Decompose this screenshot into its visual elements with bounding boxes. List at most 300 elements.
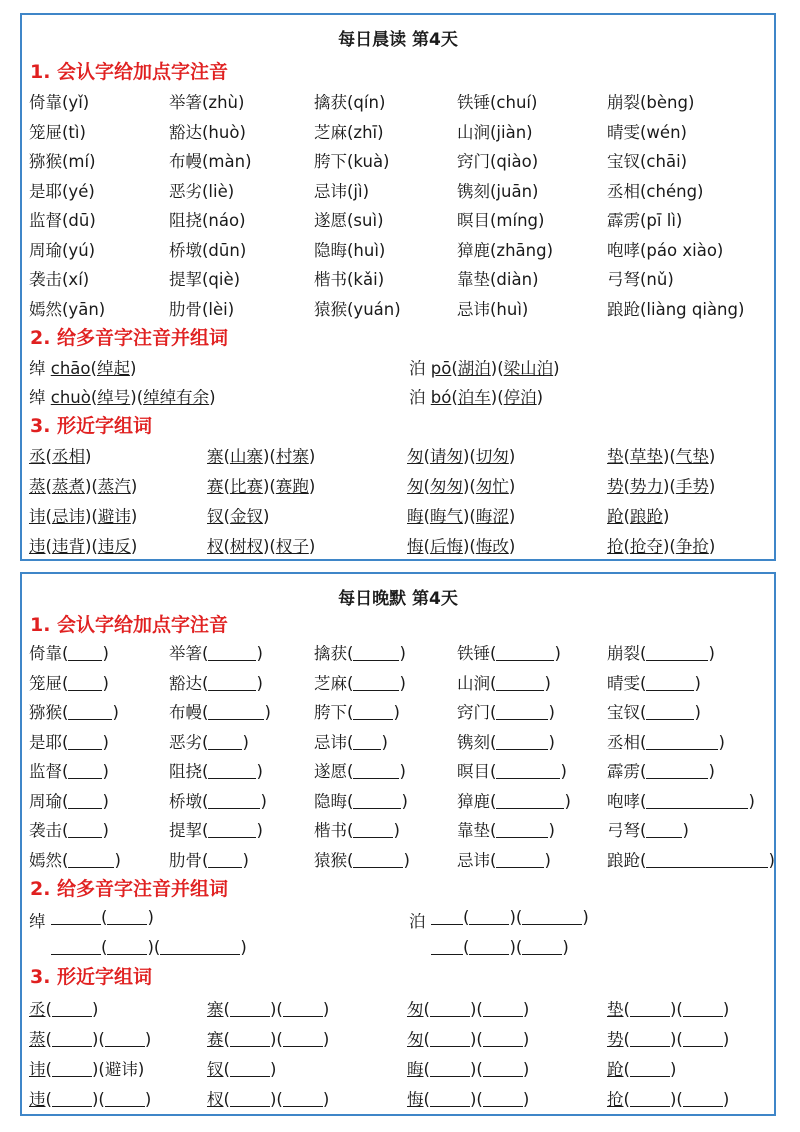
blank-word: 倚靠 — [29, 644, 62, 663]
answer-blank[interactable] — [208, 792, 260, 809]
similar-blank-item[interactable]: 晦( )( ) — [407, 1060, 530, 1079]
polyphone-char: 绰 — [29, 912, 46, 931]
similar-blank-item[interactable]: 杈( )( ) — [207, 1090, 330, 1109]
pinyin-item: 恶劣(liè) — [169, 181, 235, 201]
blank-word: 肋骨 — [169, 850, 202, 870]
similar-word: 违反 — [97, 537, 131, 556]
answer-blank[interactable] — [68, 674, 102, 691]
similar-blank-item[interactable]: 抢( )( ) — [607, 1090, 730, 1109]
answer-blank[interactable] — [496, 674, 544, 691]
pinyin-item: 周瑜(yú) — [29, 240, 96, 260]
evening-sec3-heading: 3. 形近字组词 — [30, 966, 153, 988]
similar-blank-item[interactable]: 匆( )( ) — [407, 1030, 530, 1049]
blank-item[interactable]: 踉跄( ) — [607, 850, 775, 870]
similar-item: 匆(请匆)(切匆) — [407, 447, 516, 466]
polyphone-item: 绰 chāo(绰起) — [29, 359, 137, 378]
similar-blank-row — [29, 996, 770, 1022]
answer-blank[interactable] — [68, 762, 102, 779]
similar-char: 匆 — [407, 447, 424, 466]
pinyin-item: 窍门(qiào) — [457, 152, 539, 171]
polyphone-word: 绰绰有余 — [143, 388, 210, 407]
answer-blank[interactable] — [496, 733, 548, 750]
answer-blank[interactable] — [353, 762, 399, 779]
polyphone-blanks[interactable]: ( ) — [51, 908, 154, 927]
similar-word: 村寨 — [275, 447, 309, 466]
blank-word: 丞相 — [607, 732, 640, 752]
similar-char: 讳 — [29, 507, 46, 526]
blank-word: 布幔 — [169, 703, 202, 722]
similar-word: 匆匆 — [429, 477, 463, 496]
similar-word: 晦气 — [429, 507, 463, 526]
pinyin-item: 晴雯(wén) — [607, 122, 687, 142]
answer-blank[interactable] — [68, 851, 114, 868]
blank-item[interactable]: 山涧( ) — [457, 673, 551, 693]
blank-row — [29, 758, 770, 784]
blank-word: 咆哮 — [607, 791, 640, 811]
pinyin-item: 桥墩(dūn) — [169, 240, 247, 260]
pinyin-item: 宝钗(chāi) — [607, 152, 688, 171]
polyphone-pinyin: chuò — [50, 388, 91, 407]
blank-item[interactable]: 桥墩( ) — [169, 791, 267, 811]
answer-blank[interactable] — [353, 792, 401, 809]
polyphone-word: 绰号 — [97, 388, 131, 407]
pinyin-item: 嫣然(yān) — [29, 299, 106, 319]
pinyin-item: 芝麻(zhī) — [314, 122, 384, 142]
polyphone-char: 泊 — [409, 359, 426, 378]
similar-blank-item[interactable]: 势( )( ) — [607, 1030, 730, 1049]
answer-blank[interactable] — [52, 1030, 92, 1047]
answer-blank[interactable] — [683, 1090, 723, 1107]
answer-blank[interactable] — [430, 1060, 470, 1077]
pinyin-item: 袭击(xí) — [29, 270, 90, 289]
answer-blank[interactable] — [483, 1030, 523, 1047]
blank-item[interactable]: 暝目( ) — [457, 762, 567, 781]
blank-word: 周瑜 — [29, 791, 62, 811]
similar-blank-item[interactable]: 讳( )(避讳) — [29, 1060, 145, 1079]
similar-word: 悔改 — [475, 537, 509, 556]
answer-blank[interactable] — [105, 1030, 145, 1047]
answer-blank[interactable] — [483, 1000, 523, 1017]
blank-item[interactable]: 芝麻( ) — [314, 673, 406, 693]
answer-blank[interactable] — [68, 703, 112, 720]
blank-row — [29, 729, 770, 755]
answer-blank[interactable] — [496, 821, 548, 838]
blank-item[interactable]: 弓弩( ) — [607, 821, 689, 840]
morning-sec1-heading: 1. 会认字给加点字注音 — [30, 61, 229, 83]
similar-word: 赛跑 — [275, 477, 309, 496]
pinyin-row — [29, 89, 770, 115]
polyphone-blanks[interactable]: ( )( ) — [431, 908, 589, 927]
answer-blank[interactable] — [68, 792, 102, 809]
blank-word: 是耶 — [29, 732, 62, 752]
answer-blank[interactable] — [68, 644, 102, 661]
similar-word: 请匆 — [429, 447, 463, 466]
answer-blank[interactable] — [283, 1000, 323, 1017]
answer-blank[interactable] — [230, 1060, 270, 1077]
answer-blank[interactable] — [230, 1000, 270, 1017]
similar-char: 杈 — [207, 537, 224, 556]
similar-char: 钗 — [207, 507, 224, 526]
pinyin-item: 铁锤(chuí) — [457, 93, 538, 112]
blank-item[interactable]: 獐鹿( ) — [457, 791, 571, 811]
similar-char: 悔 — [407, 1090, 424, 1109]
answer-blank[interactable] — [646, 792, 748, 809]
answer-blank[interactable] — [646, 733, 718, 750]
pinyin-row — [29, 148, 770, 174]
answer-blank[interactable] — [283, 1090, 323, 1107]
blank-row — [29, 699, 770, 725]
blank-word: 芝麻 — [314, 673, 347, 693]
similar-char: 抢 — [607, 537, 624, 556]
polyphone-pinyin: pō — [430, 359, 452, 378]
similar-char: 悔 — [407, 537, 424, 556]
answer-blank[interactable] — [630, 1030, 670, 1047]
answer-blank[interactable] — [208, 733, 242, 750]
answer-blank[interactable] — [646, 674, 694, 691]
answer-blank[interactable] — [683, 1000, 723, 1017]
blank-row — [29, 817, 770, 843]
hint-word: 避讳 — [104, 1060, 138, 1079]
polyphone-word: 绰起 — [96, 359, 130, 378]
answer-blank[interactable] — [646, 703, 694, 720]
similar-word: 匆忙 — [475, 477, 509, 496]
blank-word: 霹雳 — [607, 762, 640, 781]
evening-dictation-panel — [20, 572, 776, 1116]
polyphone-char: 泊 — [409, 912, 426, 931]
answer-blank[interactable] — [353, 733, 381, 750]
similar-char: 垫 — [607, 447, 624, 466]
answer-blank[interactable] — [68, 733, 102, 750]
blank-item[interactable]: 窍门( ) — [457, 703, 555, 722]
pinyin-item: 楷书(kǎi) — [314, 270, 385, 289]
blank-item[interactable]: 镌刻( ) — [457, 732, 555, 752]
similar-item: 违(违背)(违反) — [29, 537, 138, 556]
pinyin-row — [29, 296, 770, 322]
pinyin-item: 忌讳(jì) — [314, 181, 370, 201]
pinyin-item: 猿猴(yuán) — [314, 299, 401, 319]
answer-blank[interactable] — [646, 821, 682, 838]
similar-word: 蒸煮 — [51, 477, 85, 496]
similar-item: 悔(后悔)(悔改) — [407, 537, 516, 556]
blank-row — [29, 670, 770, 696]
similar-char: 讳 — [29, 1060, 46, 1079]
similar-word: 违背 — [51, 537, 85, 556]
answer-blank[interactable] — [52, 1060, 92, 1077]
similar-word: 忌讳 — [51, 507, 85, 526]
blank-item[interactable]: 忌讳( ) — [457, 850, 551, 870]
answer-blank[interactable] — [496, 762, 560, 779]
answer-blank[interactable] — [496, 703, 548, 720]
blank-item[interactable]: 隐晦( ) — [314, 791, 408, 811]
similar-word: 蒸汽 — [97, 477, 131, 496]
blank-row — [29, 847, 775, 873]
similar-char: 寨 — [207, 447, 224, 466]
answer-blank[interactable] — [208, 762, 256, 779]
blank-item[interactable]: 布幔( ) — [169, 703, 271, 722]
polyphone-word: 梁山泊 — [503, 359, 554, 378]
similar-word: 杈子 — [275, 537, 309, 556]
answer-blank[interactable] — [646, 644, 708, 661]
pinyin-item: 笼屉(tì) — [29, 122, 86, 142]
answer-blank[interactable] — [683, 1030, 723, 1047]
pinyin-row — [29, 266, 770, 292]
blank-item[interactable]: 铁锤( ) — [457, 644, 561, 663]
similar-blank-item[interactable]: 钗( ) — [207, 1060, 277, 1079]
blank-word: 铁锤 — [457, 644, 490, 663]
blank-item[interactable]: 周瑜( ) — [29, 791, 109, 811]
similar-blank-item[interactable]: 丞( ) — [29, 1000, 99, 1019]
similar-char: 垫 — [607, 1000, 624, 1019]
blank-word: 嫣然 — [29, 850, 62, 870]
answer-blank[interactable] — [208, 674, 256, 691]
pinyin-item: 豁达(huò) — [169, 122, 246, 142]
blank-word: 笼屉 — [29, 673, 62, 693]
polyphone-blanks[interactable]: ( )( ) — [51, 938, 247, 957]
pinyin-item: 倚靠(yǐ) — [29, 93, 90, 112]
polyphone-item: 绰 chuò(绰号)(绰绰有余) — [29, 388, 216, 407]
blank-row — [29, 640, 770, 666]
blank-item[interactable]: 提挈( ) — [169, 821, 263, 840]
polyphone-pinyin: chāo — [50, 359, 91, 378]
similar-char: 晦 — [407, 507, 424, 526]
blank-item[interactable]: 靠垫( ) — [457, 821, 555, 840]
similar-item: 杈(树杈)(杈子) — [207, 537, 316, 556]
pinyin-item: 布幔(màn) — [169, 152, 252, 171]
blank-word: 猿猴 — [314, 850, 347, 870]
similar-char: 跄 — [607, 1060, 624, 1079]
similar-char: 跄 — [607, 507, 624, 526]
answer-blank[interactable] — [353, 674, 399, 691]
blank-item[interactable]: 猕猴( ) — [29, 703, 119, 722]
blank-word: 獐鹿 — [457, 791, 490, 811]
evening-polyphone-row — [29, 908, 770, 934]
blank-item[interactable]: 倚靠( ) — [29, 644, 109, 663]
similar-word: 金钗 — [229, 507, 263, 526]
blank-item[interactable]: 宝钗( ) — [607, 703, 701, 722]
evening-sec1-heading: 1. 会认字给加点字注音 — [30, 614, 229, 636]
similar-char: 匆 — [407, 1030, 424, 1049]
answer-blank[interactable] — [283, 1030, 323, 1047]
similar-word: 手势 — [675, 477, 709, 496]
similar-blank-item[interactable]: 违( )( ) — [29, 1090, 152, 1109]
similar-blank-item[interactable]: 垫( )( ) — [607, 1000, 730, 1019]
blank-item[interactable]: 丞相( ) — [607, 732, 725, 752]
answer-blank[interactable] — [230, 1030, 270, 1047]
pinyin-item: 靠垫(diàn) — [457, 270, 539, 289]
blank-word: 提挈 — [169, 821, 202, 840]
blank-item[interactable]: 肋骨( ) — [169, 850, 249, 870]
similar-char: 丞 — [29, 447, 46, 466]
answer-blank[interactable] — [630, 1060, 670, 1077]
pinyin-item: 獐鹿(zhāng) — [457, 240, 554, 260]
similar-char: 抢 — [607, 1090, 624, 1109]
pinyin-item: 咆哮(páo xiào) — [607, 240, 724, 260]
similar-item: 抢(抢夺)(争抢) — [607, 537, 716, 556]
blank-word: 忌讳 — [457, 850, 490, 870]
morning-title: 每日晨读 第4天 — [338, 30, 458, 50]
answer-blank[interactable] — [430, 1030, 470, 1047]
polyphone-blanks[interactable]: ( )( ) — [431, 938, 569, 957]
similar-char: 匆 — [407, 477, 424, 496]
blank-word: 宝钗 — [607, 703, 640, 722]
pinyin-row — [29, 178, 770, 204]
similar-char: 蒸 — [29, 1030, 46, 1049]
blank-item[interactable]: 遂愿( ) — [314, 762, 406, 781]
similar-row — [29, 533, 770, 559]
similar-char: 违 — [29, 1090, 46, 1109]
blank-word: 靠垫 — [457, 821, 490, 840]
polyphone-word: 泊车 — [457, 388, 491, 407]
answer-blank[interactable] — [430, 1090, 470, 1107]
similar-word: 比赛 — [229, 477, 263, 496]
similar-word: 草垫 — [629, 447, 663, 466]
similar-blank-row — [29, 1056, 770, 1082]
blank-item[interactable]: 胯下( ) — [314, 703, 400, 722]
polyphone-word: 湖泊 — [457, 359, 491, 378]
polyphone-row — [29, 355, 770, 381]
similar-item: 匆(匆匆)(匆忙) — [407, 477, 516, 496]
pinyin-row — [29, 119, 770, 145]
blank-word: 举箸 — [169, 644, 202, 663]
answer-blank[interactable] — [496, 792, 564, 809]
answer-blank[interactable] — [630, 1090, 670, 1107]
pinyin-item: 遂愿(suì) — [314, 211, 384, 230]
similar-item: 讳(忌讳)(避讳) — [29, 507, 138, 526]
blank-item[interactable]: 豁达( ) — [169, 673, 263, 693]
morning-reading-panel — [20, 13, 776, 561]
blank-item[interactable]: 咆哮( ) — [607, 791, 755, 811]
pinyin-item: 是耶(yé) — [29, 181, 95, 201]
similar-word: 切匆 — [475, 447, 509, 466]
similar-blank-item[interactable]: 悔( )( ) — [407, 1090, 530, 1109]
answer-blank[interactable] — [483, 1060, 523, 1077]
answer-blank[interactable] — [430, 1000, 470, 1017]
similar-word: 晦涩 — [475, 507, 509, 526]
blank-word: 楷书 — [314, 821, 347, 840]
blank-item[interactable]: 楷书( ) — [314, 821, 400, 840]
answer-blank[interactable] — [208, 644, 256, 661]
similar-blank-item[interactable]: 蒸( )( ) — [29, 1030, 152, 1049]
evening-polyphone-row — [29, 938, 770, 964]
blank-item[interactable]: 恶劣( ) — [169, 732, 249, 752]
blank-item[interactable]: 晴雯( ) — [607, 673, 701, 693]
blank-item[interactable]: 阻挠( ) — [169, 762, 263, 781]
similar-item: 跄(踉跄) — [607, 507, 670, 526]
pinyin-item: 弓弩(nǔ) — [607, 270, 674, 289]
blank-word: 山涧 — [457, 673, 490, 693]
morning-sec2-heading: 2. 给多音字注音并组词 — [30, 327, 229, 349]
similar-char: 势 — [607, 477, 624, 496]
blank-item[interactable]: 是耶( ) — [29, 732, 109, 752]
similar-row — [29, 473, 770, 499]
answer-blank[interactable] — [353, 644, 399, 661]
similar-word: 抢夺 — [629, 537, 663, 556]
answer-blank[interactable] — [208, 821, 256, 838]
pinyin-item: 霹雳(pī lì) — [607, 211, 683, 230]
pinyin-item: 猕猴(mí) — [29, 152, 96, 171]
answer-blank[interactable] — [68, 821, 102, 838]
similar-word: 山寨 — [229, 447, 263, 466]
similar-word: 丞相 — [51, 447, 85, 466]
pinyin-item: 丞相(chéng) — [607, 181, 704, 201]
blank-item[interactable]: 霹雳( ) — [607, 762, 715, 781]
blank-item[interactable]: 嫣然( ) — [29, 850, 121, 870]
answer-blank[interactable] — [208, 703, 264, 720]
blank-word: 弓弩 — [607, 821, 640, 840]
answer-blank[interactable] — [496, 644, 554, 661]
blank-word: 豁达 — [169, 673, 202, 693]
polyphone-item: 泊 bó(泊车)(停泊) — [409, 388, 544, 407]
polyphone-char: 绰 — [29, 359, 46, 378]
polyphone-char: 泊 — [409, 388, 426, 407]
pinyin-item: 阻挠(náo) — [169, 211, 246, 230]
similar-char: 违 — [29, 537, 46, 556]
similar-item: 钗(金钗) — [207, 507, 270, 526]
polyphone-char: 绰 — [29, 388, 46, 407]
pinyin-item: 隐晦(huì) — [314, 240, 386, 260]
similar-char: 钗 — [207, 1060, 224, 1079]
blank-word: 隐晦 — [314, 791, 347, 811]
polyphone-item: 泊 pō(湖泊)(梁山泊) — [409, 359, 560, 378]
similar-blank-item[interactable]: 寨( )( ) — [207, 1000, 330, 1019]
similar-item: 赛(比赛)(赛跑) — [207, 477, 316, 496]
answer-blank[interactable] — [353, 851, 403, 868]
similar-blank-row — [29, 1086, 770, 1112]
answer-blank[interactable] — [483, 1090, 523, 1107]
morning-sec3-heading: 3. 形近字组词 — [30, 415, 153, 437]
blank-item[interactable]: 猿猴( ) — [314, 850, 410, 870]
blank-item[interactable]: 忌讳( ) — [314, 732, 388, 752]
blank-row — [29, 788, 770, 814]
similar-item: 晦(晦气)(晦涩) — [407, 507, 516, 526]
similar-char: 丞 — [29, 1000, 46, 1019]
similar-item: 丞(丞相) — [29, 447, 92, 466]
answer-blank[interactable] — [630, 1000, 670, 1017]
similar-item: 势(势力)(手势) — [607, 477, 716, 496]
answer-blank[interactable] — [646, 851, 768, 868]
pinyin-row — [29, 207, 770, 233]
answer-blank[interactable] — [230, 1090, 270, 1107]
blank-item[interactable]: 笼屉( ) — [29, 673, 109, 693]
answer-blank[interactable] — [353, 821, 393, 838]
blank-item[interactable]: 袭击( ) — [29, 821, 109, 840]
answer-blank[interactable] — [52, 1090, 92, 1107]
blank-item[interactable]: 崩裂( ) — [607, 644, 715, 663]
answer-blank[interactable] — [353, 703, 393, 720]
similar-char: 晦 — [407, 1060, 424, 1079]
blank-item[interactable]: 举箸( ) — [169, 644, 263, 663]
similar-row — [29, 503, 770, 529]
blank-item[interactable]: 擒获( ) — [314, 644, 406, 663]
blank-word: 胯下 — [314, 703, 347, 722]
blank-item[interactable]: 监督( ) — [29, 762, 109, 781]
answer-blank[interactable] — [52, 1000, 92, 1017]
pinyin-item: 肋骨(lèi) — [169, 299, 235, 319]
blank-word: 监督 — [29, 762, 62, 781]
blank-word: 遂愿 — [314, 762, 347, 781]
similar-blank-item[interactable]: 匆( )( ) — [407, 1000, 530, 1019]
answer-blank[interactable] — [496, 851, 544, 868]
blank-word: 踉跄 — [607, 850, 640, 870]
similar-blank-item[interactable]: 跄( ) — [607, 1060, 677, 1079]
answer-blank[interactable] — [105, 1090, 145, 1107]
blank-word: 袭击 — [29, 821, 62, 840]
pinyin-item: 山涧(jiàn) — [457, 122, 533, 142]
answer-blank[interactable] — [646, 762, 708, 779]
similar-char: 匆 — [407, 1000, 424, 1019]
answer-blank[interactable] — [208, 851, 242, 868]
similar-blank-item[interactable]: 赛( )( ) — [207, 1030, 330, 1049]
